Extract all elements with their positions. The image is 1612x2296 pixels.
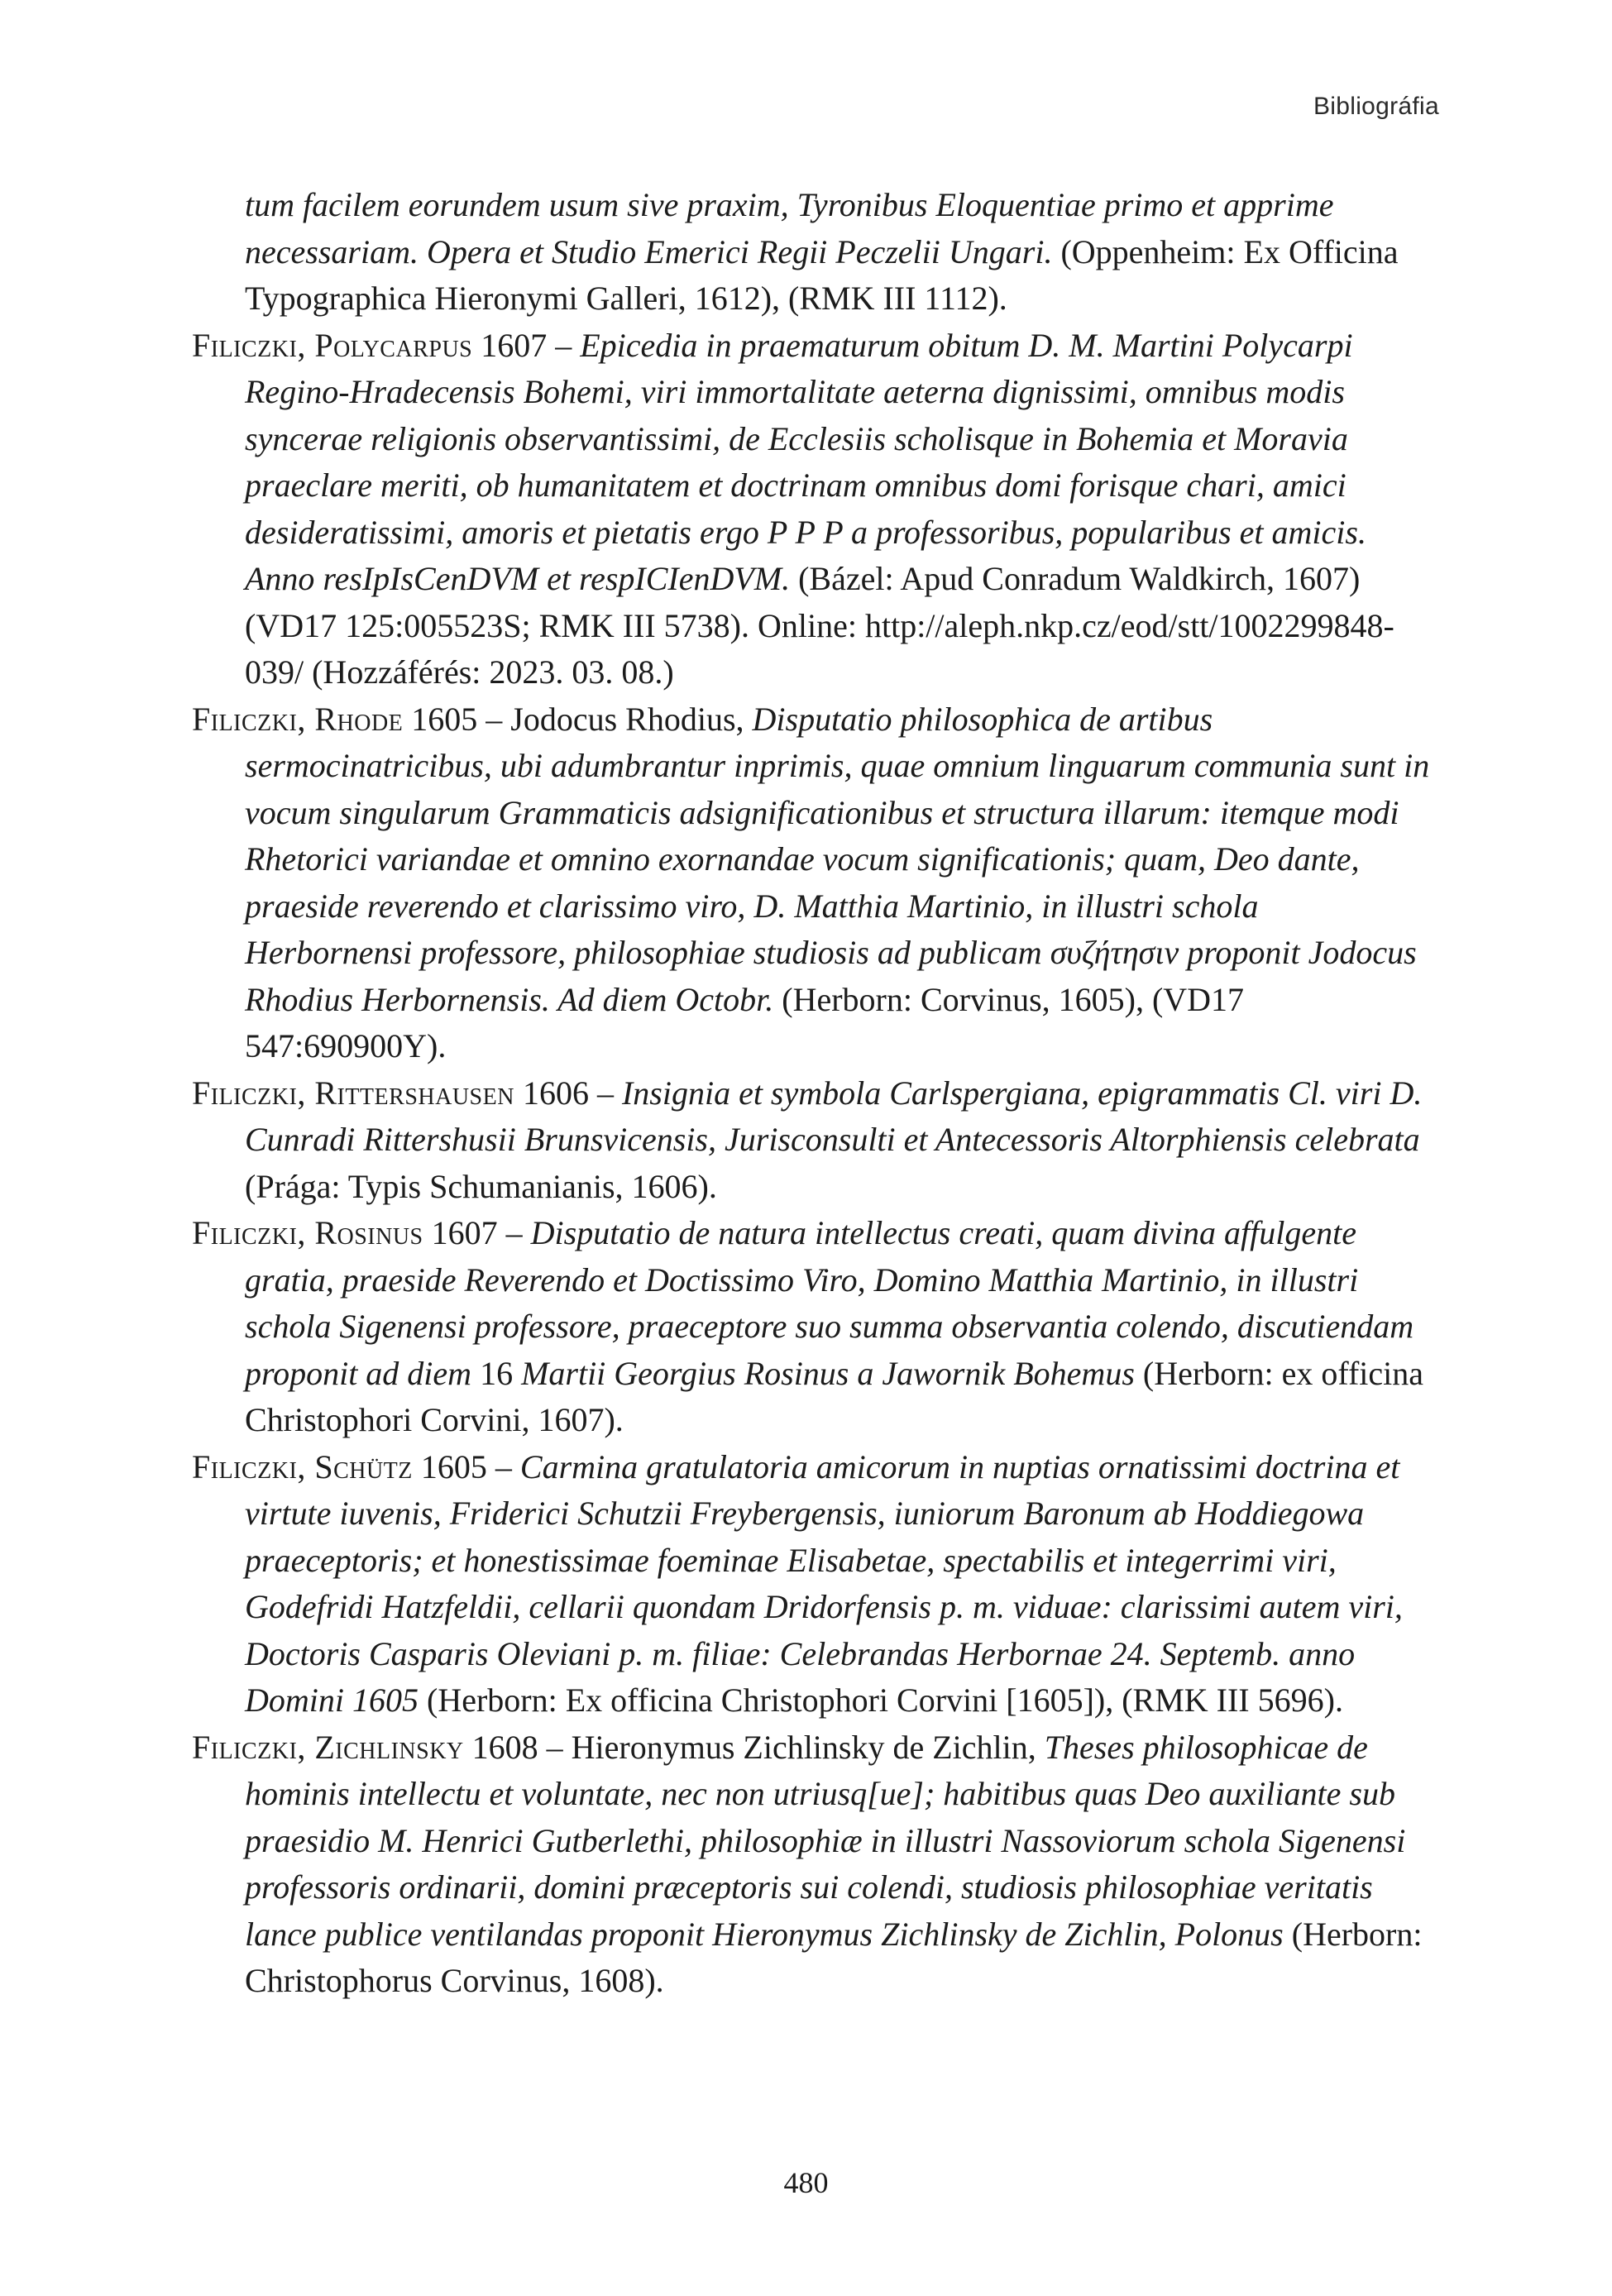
entry-publication: (Herborn: Corvinus, 1605), (VD17 547:690900Y). <box>245 980 1245 1064</box>
entry-title: Carmina gratulatoria amicorum in nuptias ornatissimi doctrina et virtute iuvenis, Friderici Schutzii Freybergensis, iuniorum Baronum ab Hoddiegowa praeceptoris; et honestissimae foeminae Elisabetae, spectabilis et integerrimi viri, Godefridi Hatzfeldii, cellarii quondam Dridorfensis p. m. viduae: clarissimi autem viri, Doctoris Casparis Oleviani p. m. filiae: Celebrandas Herbornae 24. Septemb. anno Domini 1605 <box>245 1447 1403 1719</box>
bibliography-entry-rittershausen <box>192 1070 1433 1211</box>
page-number: 480 <box>783 2166 829 2199</box>
entry-key: Filiczki, Rhode <box>192 700 404 738</box>
entry-title: Epicedia in praematurum obitum D. M. Martini Polycarpi Regino-Hradecensis Bohemi, viri immortalitate aeterna dignissimi, omnibus modis syncerae religionis observantissimi, de Ecclesiis scholisque in Bohemia et Moravia praeclare meriti, ob humanitatem et doctrinam omnibus domi forisque chari, amici desideratissimi, amoris et pietatis ergo P P P a professoribus, popularibus et amicis. Anno resIpIsCenDVM et respICIenDVM. <box>245 326 1366 597</box>
running-head: Bibliográfia <box>1313 93 1439 120</box>
entry-publication: (Oppenheim: Ex Officina Typographica Hieronymi Galleri, 1612), (RMK III 1112). <box>245 232 1399 317</box>
bibliography-entry-zichlinsky <box>192 1724 1433 2005</box>
bibliography-entry-polycarpus <box>192 323 1433 696</box>
bibliography-entry-schutz <box>192 1444 1433 1724</box>
bibliography-entry-rhode <box>192 696 1433 1070</box>
entry-publication: (Bázel: Apud Conradum Waldkirch, 1607) (VD17 125:005523S; RMK III 5738). Online: http://aleph.nkp.cz/eod/stt/1002299848-039/ (Hozzáférés: 2023. 03. 08.) <box>245 560 1394 691</box>
entry-year: 1605 – Jodocus Rhodius, <box>403 700 753 738</box>
entry-title: tum facilem eorundem usum sive praxim, Tyronibus Eloquentiae primo et apprime necessariam. Opera et Studio Emerici Regii Peczelii Ungari. <box>245 186 1334 270</box>
entry-key: Filiczki, Rittershausen <box>192 1074 514 1112</box>
entry-publication: (Prága: Typis Schumanianis, 1606). <box>245 1167 717 1205</box>
entry-year: 1607 – <box>423 1214 531 1251</box>
bibliography-list <box>192 182 1433 2005</box>
entry-title: Theses philosophicae de hominis intellectu et voluntate, nec non utriusq[ue]; habitibus quas Deo auxiliante sub praesidio M. Henrici Gutberlethi, philosophiæ in illustri Nassoviorum schola Sigenensi professoris ordinarii, domini præceptoris sui colendi, studiosis philosophiae veritatis lance publice ventilandas proponit Hieronymus Zichlinsky de Zichlin, Polonus <box>245 1728 1406 1953</box>
entry-publication: (Herborn: Christophorus Corvinus, 1608). <box>245 1915 1423 1999</box>
entry-title: Disputatio philosophica de artibus sermocinatricibus, ubi adumbrantur inprimis, quae omnium linguarum communia sunt in vocum singularum Grammaticis adsignificationibus et structura illarum: itemque modi Rhetorici variandae et omnino exornandae vocum significationis; quam, Deo dante, praeside reverendo et clarissimo viro, D. Matthia Martinio, in illustri schola Herbornensi professore, philosophiae studiosis ad publicam συζήτησιν proponit Jodocus Rhodius Herbornensis. Ad diem Octobr. <box>245 700 1430 1018</box>
entry-key: Filiczki, Rosinus <box>192 1214 423 1251</box>
entry-publication: (Herborn: ex officina Christophori Corvini, 1607). <box>245 1354 1424 1438</box>
entry-key: Filiczki, Polycarpus <box>192 326 473 364</box>
entry-year: 1606 – <box>514 1074 622 1112</box>
entry-key: Filiczki, Zichlinsky <box>192 1728 464 1766</box>
entry-year: 1605 – <box>412 1447 520 1485</box>
entry-title-continued: Martii Georgius Rosinus a Jawornik Bohemus <box>521 1354 1135 1392</box>
entry-year: 1607 – <box>472 326 581 364</box>
bibliography-entry-continuation <box>192 182 1433 323</box>
entry-title: Disputatio de natura intellectus creati, quam divina affulgente gratia, praeside Reverendo et Doctissimo Viro, Domino Matthia Martinio, in illustri schola Sigenensi professore, praeceptore suo summa observantia colendo, discutiendam proponit ad diem <box>245 1214 1414 1392</box>
entry-date: 16 <box>471 1354 522 1392</box>
bibliography-entry-rosinus <box>192 1210 1433 1444</box>
entry-key: Filiczki, Schütz <box>192 1447 413 1485</box>
entry-year: 1608 – Hieronymus Zichlinsky de Zichlin, <box>463 1728 1045 1766</box>
entry-title: Insignia et symbola Carlspergiana, epigrammatis Cl. viri D. Cunradi Rittershusii Brunsvicensis, Jurisconsulti et Antecessoris Altorphiensis celebrata <box>245 1074 1423 1158</box>
entry-publication: (Herborn: Ex officina Christophori Corvini [1605]), (RMK III 5696). <box>419 1681 1343 1719</box>
